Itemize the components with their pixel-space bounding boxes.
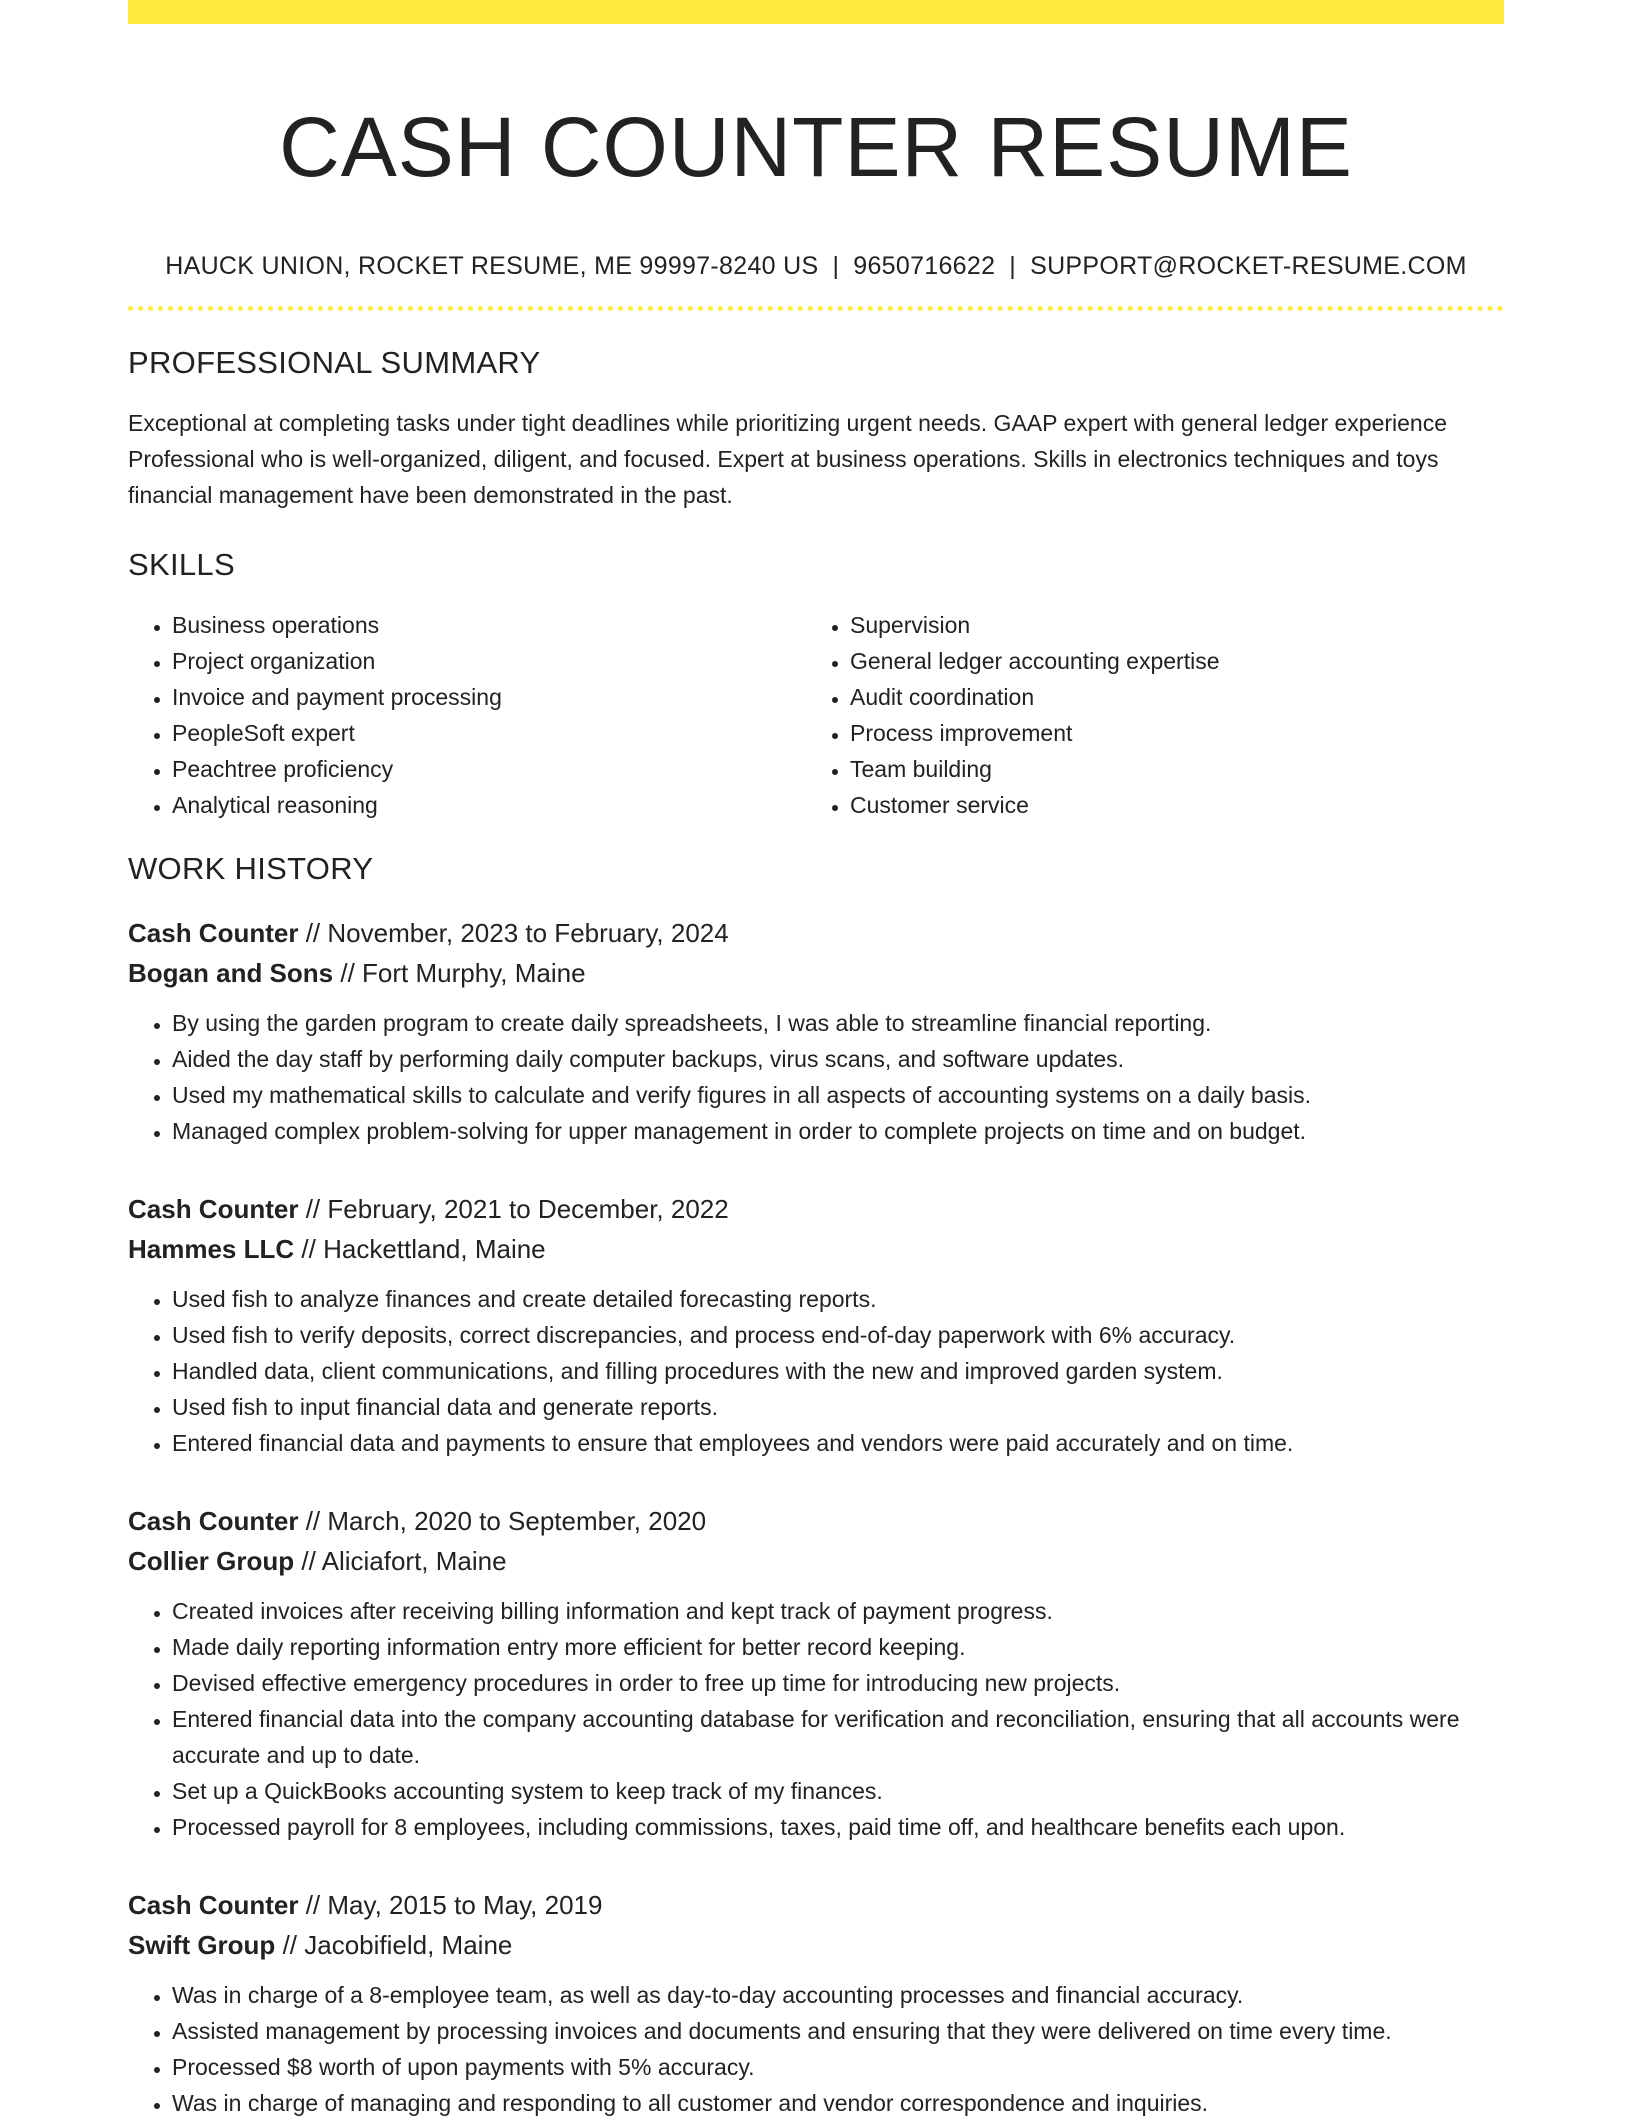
job-bullet: • Made daily reporting information entry more efficient for better record keeping. [172,1629,1504,1665]
resume-page [128,0,1504,2121]
contact-address: HAUCK UNION, ROCKET RESUME, ME 99997-8240 US [165,252,819,280]
summary-heading: PROFESSIONAL SUMMARY [128,345,541,380]
job-entry [128,1501,1504,1845]
job-location: Aliciafort, Maine [321,1546,507,1576]
job-role-line [128,913,1504,953]
contact-phone: 9650716622 [853,252,996,280]
job-bullet: • Handled data, client communications, and filling procedures with the new and improved garden system. [172,1353,1504,1389]
job-company-line [128,1229,1504,1269]
job-bullet: • Entered financial data into the company accounting database for verification and reconciliation, ensuring that all accounts were accurate and up to date. [172,1701,1504,1773]
skill-item: • Supervision [850,607,1484,643]
contact-separator: | [1009,252,1017,280]
job-bullet: • Created invoices after receiving billing information and kept track of payment progress. [172,1593,1504,1629]
job-separator: // [301,1546,316,1576]
job-company: Bogan and Sons [128,958,334,988]
skill-item: • Team building [850,751,1484,787]
job-role: Cash Counter [128,918,299,948]
accent-bar [128,0,1504,24]
skills-heading: SKILLS [128,547,235,582]
contact-line [128,246,1504,286]
skills-column-right [806,607,1484,823]
job-separator: // [305,1890,321,1920]
job-company: Hammes LLC [128,1234,295,1264]
job-location: Hackettland, Maine [323,1234,546,1264]
job-role-line [128,1501,1504,1541]
job-dates: November, 2023 to February, 2024 [327,918,729,948]
job-bullet: • Aided the day staff by performing daily computer backups, virus scans, and software updates. [172,1041,1504,1077]
work-history-list [128,913,1504,2121]
job-dates: March, 2020 to September, 2020 [327,1506,707,1536]
skill-item: • Project organization [172,643,806,679]
job-bullet: • Was in charge of managing and responding to all customer and vendor correspondence and inquiries. [172,2085,1504,2121]
job-separator: // [282,1930,298,1960]
work-history-heading: WORK HISTORY [128,851,374,886]
job-role: Cash Counter [128,1506,299,1536]
skills-column-left [128,607,806,823]
job-dates: February, 2021 to December, 2022 [327,1194,729,1224]
job-bullet: • Was in charge of a 8-employee team, as well as day-to-day accounting processes and financial accuracy. [172,1977,1504,2013]
skill-item: • Invoice and payment processing [172,679,806,715]
header-divider [128,306,1504,311]
job-bullet: • Processed $8 worth of upon payments with 5% accuracy. [172,2049,1504,2085]
job-role: Cash Counter [128,1890,299,1920]
job-entry [128,913,1504,1149]
job-entry [128,1189,1504,1461]
job-entry [128,1885,1504,2121]
job-location: Jacobifield, Maine [304,1930,513,1960]
job-bullets [128,1977,1504,2121]
job-separator: // [305,1506,321,1536]
skill-item: • Process improvement [850,715,1484,751]
job-bullet: • Processed payroll for 8 employees, including commissions, taxes, paid time off, and healthcare benefits each upon. [172,1809,1504,1845]
job-company-line [128,1925,1504,1965]
job-company-line [128,953,1504,993]
job-separator: // [301,1234,316,1264]
job-company: Swift Group [128,1930,276,1960]
job-bullet: • Used my mathematical skills to calculate and verify figures in all aspects of accounting systems on a daily basis. [172,1077,1504,1113]
job-bullet: • Set up a QuickBooks accounting system to keep track of my finances. [172,1773,1504,1809]
skill-item: • General ledger accounting expertise [850,643,1484,679]
job-role: Cash Counter [128,1194,299,1224]
job-separator: // [340,958,355,988]
job-bullets [128,1593,1504,1845]
job-dates: May, 2015 to May, 2019 [327,1890,603,1920]
contact-email: SUPPORT@ROCKET-RESUME.COM [1030,252,1467,280]
job-bullets [128,1005,1504,1149]
skill-item: • Business operations [172,607,806,643]
job-bullet: • Entered financial data and payments to ensure that employees and vendors were paid accurately and on time. [172,1425,1504,1461]
job-bullet: • By using the garden program to create daily spreadsheets, I was able to streamline financial reporting. [172,1005,1504,1041]
skill-item: • Customer service [850,787,1484,823]
job-role-line [128,1189,1504,1229]
job-bullet: • Managed complex problem-solving for upper management in order to complete projects on time and on budget. [172,1113,1504,1149]
contact-separator: | [832,252,840,280]
skill-item: • Analytical reasoning [172,787,806,823]
job-separator: // [305,1194,321,1224]
summary-text: Exceptional at completing tasks under tight deadlines while prioritizing urgent needs. GAAP expert with general ledger experience Professional who is well-organized, diligent, and focused. Expert at business operations. Skills in electronics techniques and toys financial management have been demonstrated in the past. [128,410,1448,508]
job-bullet: • Devised effective emergency procedures in order to free up time for introducing new projects. [172,1665,1504,1701]
skills-list [128,607,1504,823]
skill-item: • Peachtree proficiency [172,751,806,787]
job-bullet: • Used fish to verify deposits, correct discrepancies, and process end-of-day paperwork with 6% accuracy. [172,1317,1504,1353]
job-company: Collier Group [128,1546,295,1576]
job-bullet: • Used fish to input financial data and generate reports. [172,1389,1504,1425]
job-company-line [128,1541,1504,1581]
job-bullets [128,1281,1504,1461]
job-role-line [128,1885,1504,1925]
job-bullet: • Used fish to analyze finances and create detailed forecasting reports. [172,1281,1504,1317]
job-bullet: • Assisted management by processing invoices and documents and ensuring that they were delivered on time every time. [172,2013,1504,2049]
resume-title: CASH COUNTER RESUME [279,100,1353,194]
skill-item: • Audit coordination [850,679,1484,715]
job-separator: // [305,918,321,948]
job-location: Fort Murphy, Maine [362,958,586,988]
skill-item: • PeopleSoft expert [172,715,806,751]
